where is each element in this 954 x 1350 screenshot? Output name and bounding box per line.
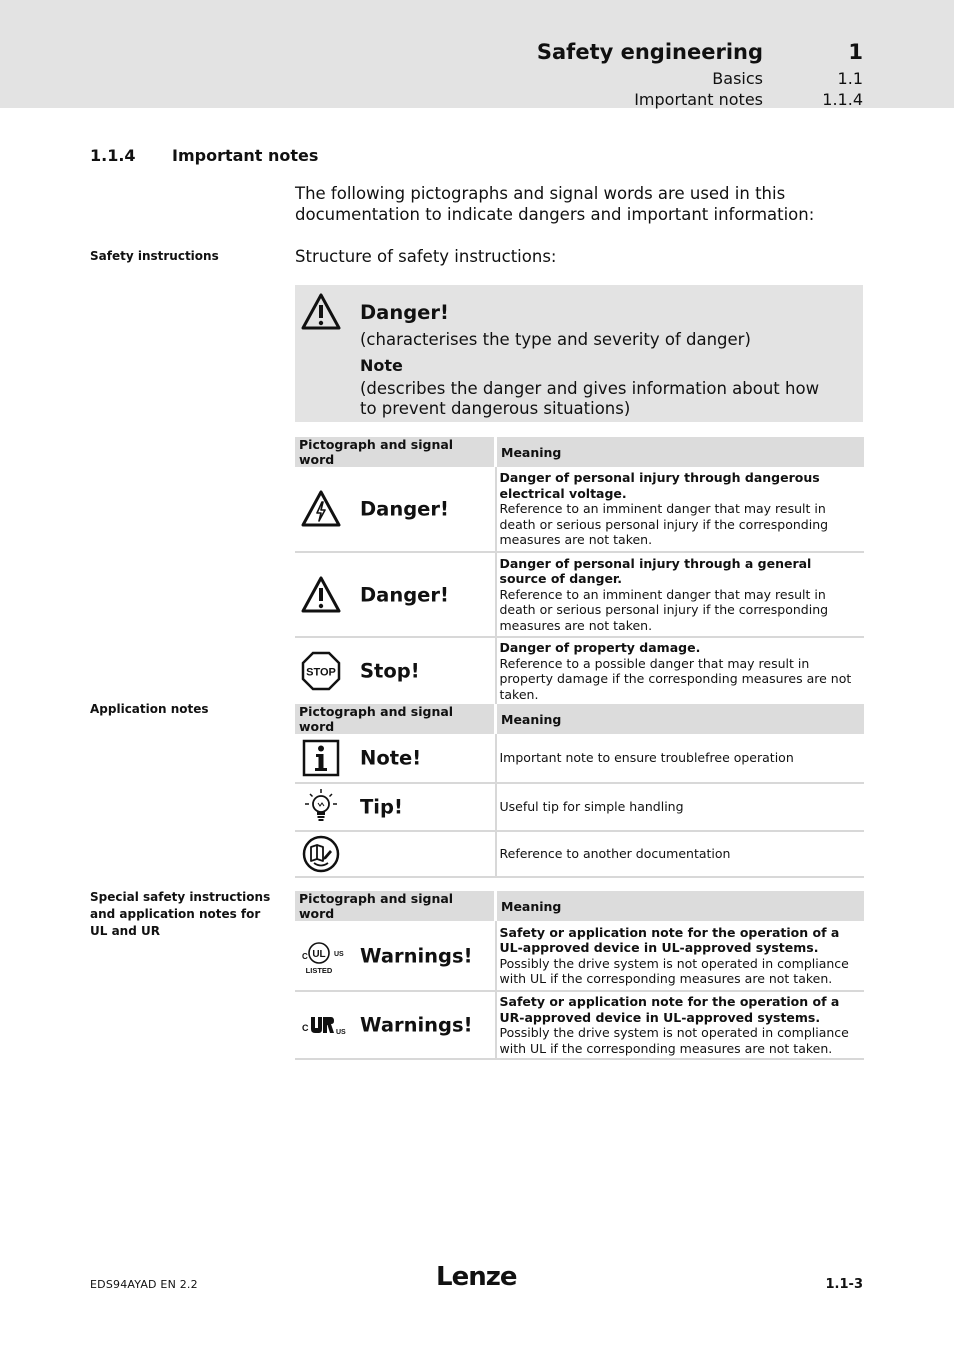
table-row [295, 921, 864, 991]
table-header-row [295, 437, 864, 467]
ul-listed-icon [300, 935, 348, 977]
ul-icon-us: US [334, 950, 344, 958]
side-label-special: Special safety instructions and application notes for UL and UR [90, 890, 271, 938]
table-row [295, 783, 864, 831]
table-row [295, 637, 864, 705]
page-header [0, 0, 954, 108]
signal-word: Tip! [360, 795, 403, 819]
danger-box-note-label: Note [360, 356, 403, 375]
column-header-pictograph: Pictograph and signal word [295, 704, 496, 734]
meaning-title: Safety or application note for the operation of a UL-approved device in UL-approved systems. [499, 924, 840, 955]
ur-recognized-icon [300, 1004, 348, 1046]
structure-label: Structure of safety instructions: [295, 247, 557, 266]
pictograph-cell [295, 921, 496, 991]
signal-word: Danger! [360, 583, 449, 606]
meaning-cell [496, 991, 865, 1059]
general-danger-icon [300, 574, 342, 616]
meaning-title: Safety or application note for the operation of a UR-approved device in UL-approved systems. [499, 994, 840, 1025]
pictograph-cell [295, 467, 496, 552]
application-table [295, 704, 864, 878]
column-header-meaning: Meaning [496, 437, 865, 467]
pictograph-cell [295, 552, 496, 637]
column-header-pictograph: Pictograph and signal word [295, 437, 496, 467]
meaning-cell [496, 734, 865, 783]
table-header-row [295, 704, 864, 734]
signal-word: Warnings! [360, 944, 473, 967]
svg-text:STOP: STOP [306, 666, 336, 679]
stop-sign-icon [300, 650, 342, 692]
page-number: 1.1-3 [825, 1277, 863, 1292]
info-icon [300, 737, 342, 779]
column-header-meaning: Meaning [496, 704, 865, 734]
warning-triangle-icon [301, 292, 341, 332]
section-title: Important notes [172, 146, 319, 165]
meaning-text: Possibly the drive system is not operated in compliance with UL if the corresponding measures are not taken. [499, 955, 849, 986]
meaning-text: Reference to a possible danger that may result in property damage if the corresponding measures are not taken. [499, 655, 852, 702]
safety-table [295, 437, 864, 706]
pictograph-cell [295, 991, 496, 1059]
intro-paragraph: The following pictographs and signal words are used in this documentation to indicate dangers and important information: [295, 184, 815, 224]
chapter-title: Safety engineering [536, 40, 763, 64]
ul-icon-c: C [302, 951, 308, 961]
ul-icon-ul: UL [312, 948, 326, 960]
pictograph-cell [295, 637, 496, 705]
signal-word: Stop! [360, 659, 420, 683]
ul-ur-table [295, 891, 864, 1060]
side-label-safety: Safety instructions [90, 249, 219, 263]
meaning-text: Reference to an imminent danger that may result in death or serious personal injury if the corresponding measures are not taken. [499, 586, 829, 633]
section-header-number: 1.1.4 [822, 90, 863, 109]
table-header-row [295, 891, 864, 921]
lenze-logo: Lenze [436, 1262, 517, 1292]
section-header-title: Important notes [634, 90, 763, 109]
side-label-application: Application notes [90, 702, 209, 716]
signal-word: Danger! [360, 497, 449, 521]
meaning-title: Danger of personal injury through a general source of danger. [499, 555, 812, 587]
column-header-pictograph: Pictograph and signal word [295, 891, 496, 921]
danger-structure-box [295, 285, 863, 422]
table-row [295, 552, 864, 637]
document-id: EDS94AYAD EN 2.2 [90, 1278, 198, 1291]
meaning-text: Important note to ensure troublefree operation [499, 750, 794, 766]
meaning-cell [496, 467, 865, 552]
meaning-text: Possibly the drive system is not operated in compliance with UL if the corresponding measures are not taken. [499, 1025, 849, 1056]
signal-word: Warnings! [360, 1013, 473, 1037]
meaning-text: Reference to another documentation [499, 846, 731, 862]
danger-box-description: (describes the danger and gives information about how to prevent dangerous situations) [360, 379, 820, 418]
pictograph-cell [295, 831, 496, 877]
meaning-cell [496, 552, 865, 637]
column-header-meaning: Meaning [496, 891, 865, 921]
danger-box-characterises: (characterises the type and severity of danger) [360, 330, 751, 349]
subchapter-number: 1.1 [837, 69, 863, 88]
danger-box-title: Danger! [360, 301, 449, 324]
meaning-text: Reference to an imminent danger that may result in death or serious personal injury if the corresponding measures are not taken. [499, 501, 829, 548]
electrical-danger-icon [300, 488, 342, 530]
meaning-title: Danger of personal injury through dangerous electrical voltage. [499, 470, 820, 501]
meaning-cell [496, 921, 865, 991]
signal-word: Note! [360, 746, 422, 770]
meaning-cell [496, 637, 865, 705]
pictograph-cell [295, 734, 496, 783]
pictograph-cell [295, 783, 496, 831]
meaning-text: Useful tip for simple handling [499, 799, 684, 815]
subchapter-title: Basics [712, 69, 763, 88]
meaning-cell [496, 783, 865, 831]
section-number: 1.1.4 [90, 146, 136, 165]
meaning-title: Danger of property damage. [499, 640, 701, 655]
ur-icon-c: C [302, 1023, 309, 1033]
ur-icon-us: US [336, 1029, 346, 1036]
table-row [295, 467, 864, 552]
meaning-cell [496, 831, 865, 877]
chapter-number: 1 [848, 40, 863, 64]
table-row [295, 734, 864, 783]
table-row [295, 831, 864, 877]
table-row [295, 991, 864, 1059]
reference-book-icon [300, 833, 342, 875]
ul-icon-listed: LISTED [305, 965, 333, 975]
lightbulb-icon [300, 786, 342, 828]
